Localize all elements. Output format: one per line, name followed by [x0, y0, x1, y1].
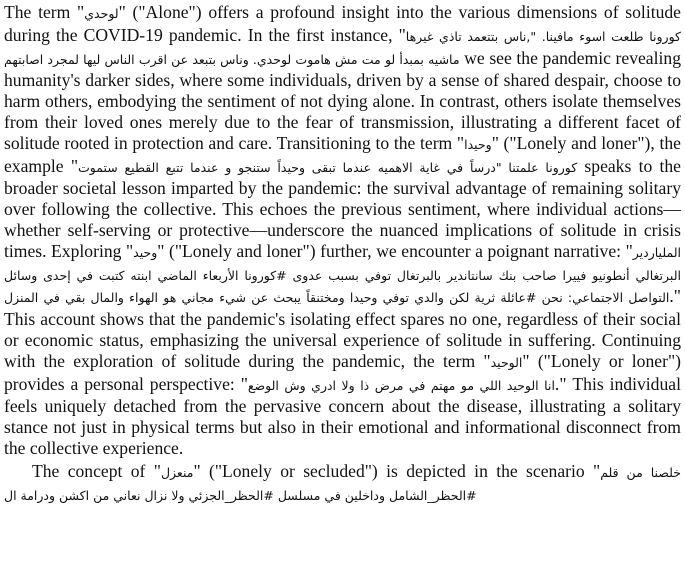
text-segment: ." This account shows that the pandemic's isolating effect spares no one, regardless of their social or economic status, emphasizing the universal experience of solitude in suffering. Continuing with the exploration of solitude during the pandemic, the term "	[4, 286, 681, 371]
arabic-term: وحيدا	[464, 136, 492, 152]
arabic-term: وحيد	[133, 244, 158, 260]
text-segment: " ("Lonely or secluded") is depicted in the scenario "	[193, 460, 601, 481]
text-segment: " ("Lonely or loner") provides a personal perspective: "	[4, 350, 681, 394]
arabic-quote: انا الوحيد اللي مو مهتم في مرض ذا ولا ادري وش الوضع	[247, 377, 555, 393]
arabic-term: لوحدي	[84, 6, 119, 21]
text-segment: The concept of "	[32, 460, 161, 481]
text-segment: ." This individual feels uniquely detached from the pervasive concern about the disease, illustrating a solitary stance not just in physical terms but also in their emotional and informational disconnect from the collective experience.	[4, 373, 681, 458]
body-paragraph-1	[4, 2, 681, 459]
arabic-term: منعزل	[160, 464, 194, 480]
text-segment: " ("Lonely and loner") further, we encounter a poignant narrative: "	[157, 240, 633, 261]
text-segment: we see the pandemic revealing humanity's darker sides, where some individuals, driven by a sense of shared despair, choose to harm others, embodying the sentiment of not dying alone. In contrast, others isolate themselves from their loved ones merely due to the fear of transmission, illustrating a different facet of solitude rooted in protection and care. Transitioning to the term "	[4, 47, 681, 153]
arabic-quote: كورونا طلعت اسوء مافينا. ",ناس بتتعمد تاذي غيرها ماشيه بمبدأ لو مت مش هاموت لوحدي. وناس بتبعد عن اقرب الناس ليها لمجرد اصابتهم	[4, 28, 681, 67]
text-segment: speaks to the broader societal lesson imparted by the pandemic: the survival advantage of remaining solitary over following the collective. This echoes the previous sentiment, where individual actions—whether self-serving or protective—underscore the nuanced implications of solitude in crisis times. Exploring "	[4, 155, 681, 261]
arabic-quote: الملياردير البرتغالي أنطونيو فييرا صاحب بنك سانتاندير بالبرتغال توفي بسبب عدوى #كورونا الأربعاء الماضي ابنته كتبت في إحدى وسائل التواصل الاجتماعي: نحن #عائلة ثرية لكن والدي توفي وحيدا ومختنقاً يبحث عن شيء مجاني هو الهواء والمال بقي في المنزل	[4, 244, 681, 306]
body-paragraph-2	[4, 461, 681, 507]
text-segment: " ("Lonely and loner"), the example "	[4, 132, 681, 176]
arabic-term: الوحيد	[490, 354, 523, 370]
arabic-quote: خلصنا من قلم #الحظر_الشامل وداخلين في مسلسل #الحظر_الجزئي ولا نزال نعاني من اكشن ودرامة ال	[4, 464, 681, 503]
text-segment: " ("Alone") offers a profound insight into the various dimensions of solitude during the COVID-19 pandemic. In the first instance, "	[4, 2, 681, 45]
text-segment: The term "	[4, 2, 85, 22]
arabic-quote: كورونا علمتنا "درساً في غاية الاهميه عندما تبقى وحيداً ستنجو و عندما تتبع القطيع ستموت	[78, 159, 578, 175]
